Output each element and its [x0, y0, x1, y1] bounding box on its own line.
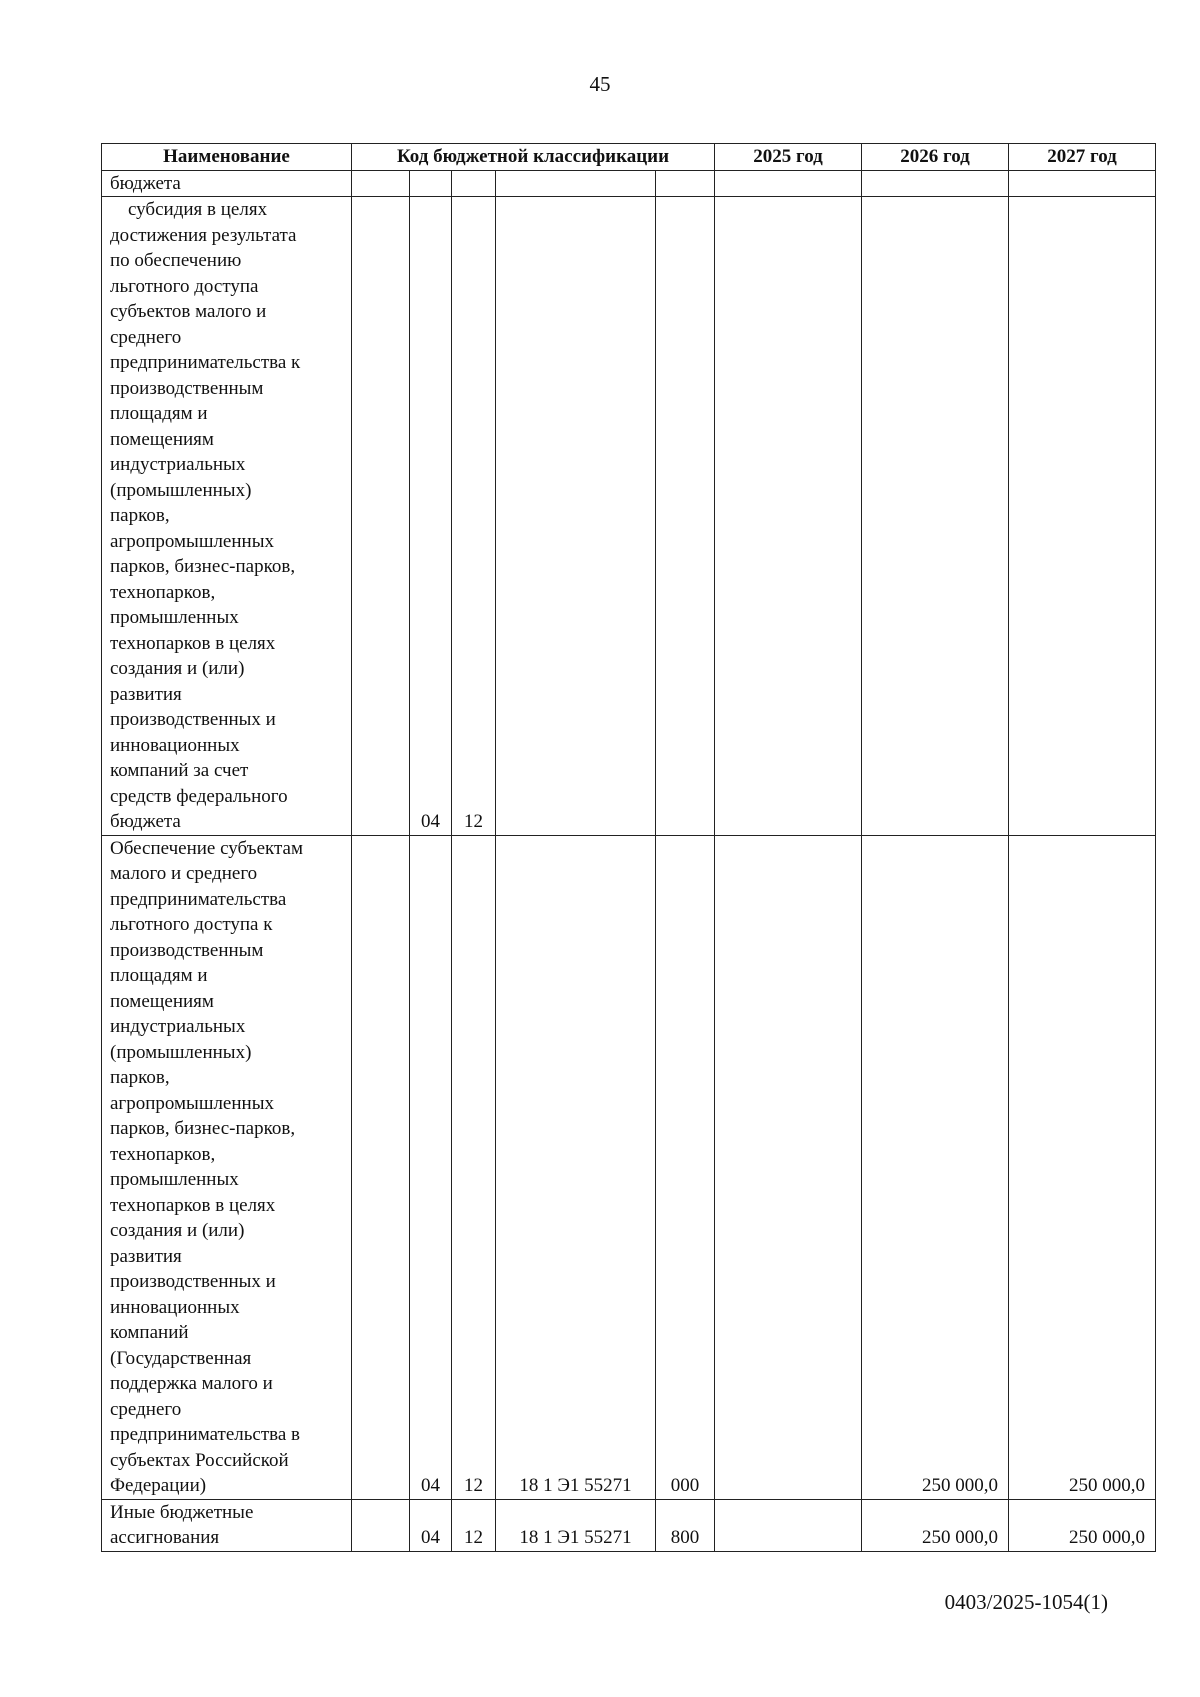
code-subsection [452, 170, 496, 197]
value-2026 [862, 170, 1009, 197]
code-target-article [496, 170, 656, 197]
code-part-1 [352, 197, 410, 836]
value-2026 [862, 197, 1009, 836]
table-row [102, 835, 1156, 1499]
value-2026: 250 000,0 [862, 835, 1009, 1499]
value-2025 [715, 835, 862, 1499]
code-part-1 [352, 1499, 410, 1551]
code-expense-type: 800 [656, 1499, 715, 1551]
value-2026: 250 000,0 [862, 1499, 1009, 1551]
code-target-article: 18 1 Э1 55271 [496, 1499, 656, 1551]
value-2027: 250 000,0 [1009, 835, 1156, 1499]
code-subsection: 12 [452, 197, 496, 836]
code-expense-type: 000 [656, 835, 715, 1499]
page-number: 45 [589, 72, 611, 96]
table-row [102, 1499, 1156, 1551]
row-name: Обеспечение субъектам малого и среднего предпринимательства льготного доступа к производственным площадям и помещениям индустриальных (промышленных) парков, агропромышленных парков, бизнес-парков, технопарков, промышленных технопарков в целях создания и (или) развития производственных и инновационных компаний (Государственная поддержка малого и среднего предпринимательства в субъектах Российской Федерации) [102, 835, 352, 1499]
header-2025: 2025 год [715, 144, 862, 171]
code-section: 04 [410, 1499, 452, 1551]
code-expense-type [656, 197, 715, 836]
code-section: 04 [410, 197, 452, 836]
code-section [410, 170, 452, 197]
table-row [102, 170, 1156, 197]
row-name [102, 197, 352, 836]
code-target-article: 18 1 Э1 55271 [496, 835, 656, 1499]
header-name: Наименование [102, 144, 352, 171]
value-2025 [715, 1499, 862, 1551]
row-name-text: субсидия в целях достижения результата по обеспечению льготного доступа субъектов малого и среднего предпринимательства к производственным площадям и помещениям индустриальных (промышленных) парков, агропромышленных парков, бизнес-парков, технопарков, промышленных технопарков в целях создания и (или) развития производственных и инновационных компаний за счет средств федерального бюджета [110, 199, 301, 832]
code-section: 04 [410, 835, 452, 1499]
header-row [102, 144, 1156, 171]
document-code: 0403/2025-1054(1) [944, 1590, 1108, 1614]
value-2027: 250 000,0 [1009, 1499, 1156, 1551]
header-code: Код бюджетной классификации [352, 144, 715, 171]
row-name: бюджета [102, 170, 352, 197]
code-subsection: 12 [452, 1499, 496, 1551]
budget-table [101, 143, 1156, 1552]
code-subsection: 12 [452, 835, 496, 1499]
value-2027 [1009, 197, 1156, 836]
code-part-1 [352, 835, 410, 1499]
value-2027 [1009, 170, 1156, 197]
table-row [102, 197, 1156, 836]
code-expense-type [656, 170, 715, 197]
header-2027: 2027 год [1009, 144, 1156, 171]
code-part-1 [352, 170, 410, 197]
code-target-article [496, 197, 656, 836]
value-2025 [715, 170, 862, 197]
row-name: Иные бюджетные ассигнования [102, 1499, 352, 1551]
header-2026: 2026 год [862, 144, 1009, 171]
value-2025 [715, 197, 862, 836]
